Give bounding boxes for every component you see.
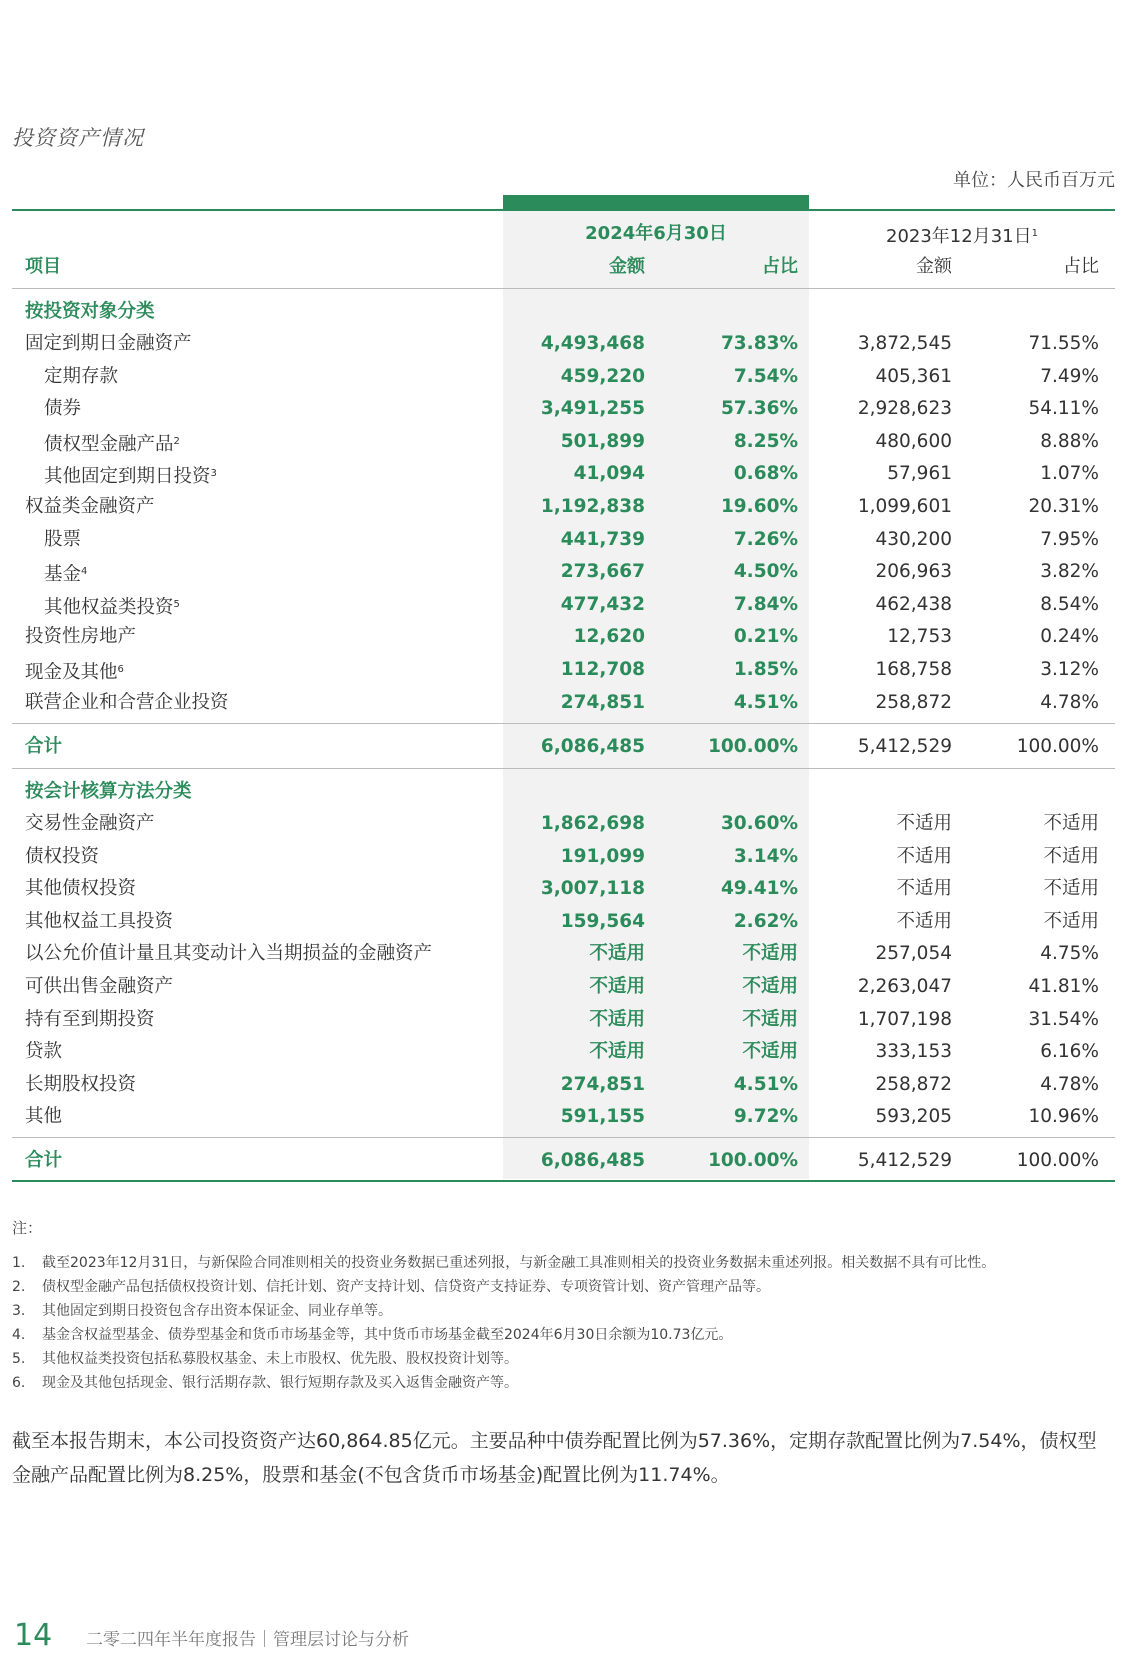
amount-2024: 不适用: [589, 943, 645, 965]
amount-2023: 168,758: [875, 659, 952, 680]
row-label: 投资性房地产: [25, 626, 137, 648]
col-amount-current-header: 金额: [609, 256, 645, 277]
amount-2023: 257,054: [875, 943, 952, 965]
col-ratio-current-header: 占比: [762, 256, 798, 277]
ratio-2024: 7.54%: [733, 365, 798, 387]
amount-2023: 3,872,545: [857, 333, 952, 354]
note-text: 债权型金融产品包括债权投资计划、信托计划、资产支持计划、信贷资产支持证券、专项资管计划、资产管理产品等。: [42, 1279, 770, 1295]
amount-2023: 405,361: [875, 365, 952, 387]
ratio-2023: 4.75%: [1040, 943, 1099, 965]
ratio-2024: 不适用: [742, 976, 798, 997]
ratio-2024: 3.14%: [733, 845, 798, 867]
table-row: [0, 458, 1125, 490]
total-ratio-2024: 100.00%: [708, 1150, 798, 1171]
ratio-2024: 不适用: [742, 1041, 798, 1063]
ratio-2024: 4.51%: [733, 691, 798, 713]
amount-2024: 不适用: [589, 976, 645, 997]
amount-2024: 274,851: [560, 1073, 645, 1095]
period-current: 2024年6月30日: [585, 223, 727, 244]
amount-2023: 333,153: [875, 1041, 952, 1063]
ratio-2023: 6.16%: [1040, 1041, 1099, 1063]
post-total-divider: [12, 768, 1115, 769]
amount-2023: 57,961: [887, 463, 952, 485]
amount-2024: 3,007,118: [540, 878, 645, 900]
row-label: 基金$^4$: [44, 564, 88, 586]
ratio-2024: 8.25%: [733, 430, 798, 452]
ratio-2023: 10.96%: [1028, 1106, 1099, 1128]
table-top-rule: [12, 209, 1115, 211]
amount-2023: 593,205: [875, 1106, 952, 1128]
row-label: 持有至到期投资: [25, 1008, 155, 1030]
amount-2024: 459,220: [560, 365, 645, 387]
ratio-2023: 3.82%: [1040, 561, 1099, 583]
amount-2024: 191,099: [560, 845, 645, 867]
table-row: [0, 491, 1125, 523]
ratio-2023: 7.49%: [1040, 365, 1099, 387]
note-text: 其他固定到期日投资包含存出资本保证金、同业存单等。: [42, 1303, 392, 1319]
row-label: 权益类金融资产: [25, 496, 155, 517]
table-row: [0, 361, 1125, 393]
notes-title: 注：: [12, 1219, 43, 1237]
table-row: [0, 841, 1125, 873]
ratio-2023: 20.31%: [1028, 496, 1099, 517]
ratio-2023: 54.11%: [1028, 398, 1099, 420]
current-period-accent-bar: [503, 195, 809, 209]
amount-2024: 1,192,838: [540, 496, 645, 517]
row-label: 可供出售金融资产: [25, 976, 174, 997]
header-divider: [12, 288, 1115, 289]
note-text: 截至2023年12月31日，与新保险合同准则相关的投资业务数据已重述列报，与新金融工具准则相关的投资业务数据未重述列报。相关数据不具有可比性。: [42, 1255, 996, 1271]
amount-2023: 1,707,198: [857, 1008, 952, 1030]
table-row: [0, 1036, 1125, 1068]
amount-2024: 12,620: [573, 626, 645, 648]
pre-total-divider: [12, 1137, 1115, 1138]
header-period-row: [0, 218, 1125, 250]
ratio-2024: 不适用: [742, 1008, 798, 1030]
amount-2023: 2,263,047: [857, 976, 952, 997]
ratio-2023: 不适用: [1043, 845, 1099, 867]
total-amount-2024: 6,086,485: [540, 736, 645, 757]
col-ratio-prior-header: 占比: [1063, 256, 1099, 277]
ratio-2024: 4.50%: [733, 561, 798, 583]
amount-2023: 12,753: [887, 626, 952, 648]
row-label: 固定到期日金融资产: [25, 333, 192, 354]
amount-2023: 258,872: [875, 1073, 952, 1095]
total-label: 合计: [25, 1150, 63, 1171]
row-label: 其他权益工具投资: [25, 910, 174, 932]
amount-2023: 1,099,601: [857, 496, 952, 517]
ratio-2024: 19.60%: [720, 496, 798, 517]
total-row: [0, 731, 1125, 763]
ratio-2024: 0.21%: [733, 626, 798, 648]
total-amount-2023: 5,412,529: [857, 736, 952, 757]
amount-2023: 不适用: [896, 845, 952, 867]
note-text: 其他权益类投资包括私募股权基金、未上市股权、优先股、股权投资计划等。: [42, 1351, 518, 1367]
amount-2024: 273,667: [560, 561, 645, 583]
table-row: [0, 426, 1125, 458]
row-label: 债权投资: [25, 845, 100, 867]
table-row: [0, 589, 1125, 621]
ratio-2023: 8.88%: [1040, 430, 1099, 452]
note-text: 现金及其他包括现金、银行活期存款、银行短期存款及买入返售金融资产等。: [42, 1375, 518, 1391]
row-label: 以公允价值计量且其变动计入当期损益的金融资产: [25, 943, 433, 965]
amount-2024: 3,491,255: [540, 398, 645, 420]
note-number: 6.: [12, 1375, 26, 1391]
amount-2024: 441,739: [560, 528, 645, 550]
amount-2023: 430,200: [875, 528, 952, 550]
ratio-2024: 73.83%: [720, 333, 798, 354]
table-row: [0, 808, 1125, 840]
section-title-row: [0, 296, 1125, 328]
row-label: 贷款: [25, 1041, 63, 1063]
row-label: 现金及其他$^6$: [25, 662, 124, 683]
ratio-2024: 49.41%: [720, 878, 798, 900]
header-label-row: [0, 251, 1125, 283]
total-ratio-2024: 100.00%: [708, 736, 798, 757]
amount-2024: 591,155: [560, 1106, 645, 1128]
page-number: 14: [14, 1618, 53, 1653]
ratio-2023: 41.81%: [1028, 976, 1099, 997]
ratio-2023: 71.55%: [1028, 333, 1099, 354]
amount-2023: 206,963: [875, 561, 952, 583]
row-label: 交易性金融资产: [25, 813, 155, 834]
amount-2024: 501,899: [560, 430, 645, 452]
table-row: [0, 393, 1125, 425]
note-number: 4.: [12, 1327, 26, 1343]
total-label: 合计: [25, 736, 63, 757]
total-ratio-2023: 100.00%: [1016, 736, 1099, 757]
amount-2024: 不适用: [589, 1008, 645, 1030]
ratio-2024: 不适用: [742, 943, 798, 965]
ratio-2024: 7.26%: [733, 528, 798, 550]
amount-2024: 274,851: [560, 691, 645, 713]
note-number: 3.: [12, 1303, 26, 1319]
total-ratio-2023: 100.00%: [1016, 1150, 1099, 1171]
amount-2024: 4,493,468: [540, 333, 645, 354]
note-item: [12, 1300, 392, 1320]
ratio-2024: 57.36%: [720, 398, 798, 420]
section-title-row: [0, 776, 1125, 808]
ratio-2023: 8.54%: [1040, 593, 1099, 615]
ratio-2024: 1.85%: [733, 659, 798, 680]
ratio-2023: 不适用: [1043, 878, 1099, 900]
note-item: [12, 1252, 995, 1272]
unit-label: 单位：人民币百万元: [953, 170, 1115, 191]
summary-paragraph: 截至本报告期末，本公司投资资产达60,864.85亿元。主要品种中债券配置比例为57.36%，定期存款配置比例为7.54%，债权型金融产品配置比例为8.25%，股票和基金(不包含货币市场基金)配置比例为11.74%。: [12, 1430, 1097, 1486]
ratio-2024: 2.62%: [733, 910, 798, 932]
period-prior: 2023年12月31日$^1$: [886, 226, 1038, 247]
amount-2024: 不适用: [589, 1041, 645, 1063]
ratio-2023: 7.95%: [1040, 528, 1099, 550]
col-amount-prior-header: 金额: [916, 256, 952, 277]
row-label: 债券: [44, 398, 82, 420]
row-label: 其他债权投资: [25, 878, 137, 900]
ratio-2024: 9.72%: [733, 1106, 798, 1128]
amount-2024: 112,708: [560, 659, 645, 680]
note-item: [12, 1324, 732, 1344]
table-row: [0, 524, 1125, 556]
note-number: 5.: [12, 1351, 26, 1367]
table-bottom-rule: [12, 1180, 1115, 1182]
table-row: [0, 687, 1125, 719]
amount-2024: 41,094: [573, 463, 645, 485]
amount-2023: 不适用: [896, 878, 952, 900]
row-label: 其他权益类投资$^5$: [44, 596, 180, 618]
ratio-2023: 4.78%: [1040, 691, 1099, 713]
table-row: [0, 1101, 1125, 1133]
ratio-2024: 7.84%: [733, 593, 798, 615]
section-by-object-title: 按投资对象分类: [25, 301, 155, 322]
table-row: [0, 938, 1125, 970]
amount-2023: 462,438: [875, 593, 952, 615]
table-row: [0, 906, 1125, 938]
footer-text: 二零二四年半年度报告｜管理层讨论与分析: [86, 1630, 409, 1650]
amount-2024: 159,564: [560, 910, 645, 932]
amount-2023: 不适用: [896, 910, 952, 932]
ratio-2023: 1.07%: [1040, 463, 1099, 485]
ratio-2023: 3.12%: [1040, 659, 1099, 680]
col-item-header: 项目: [25, 256, 61, 277]
note-item: [12, 1276, 770, 1296]
table-row: [0, 1069, 1125, 1101]
row-label: 债权型金融产品$^2$: [44, 433, 180, 455]
note-text: 基金含权益型基金、债券型基金和货币市场基金等，其中货币市场基金截至2024年6月30日余额为10.73亿元。: [42, 1327, 733, 1343]
ratio-2023: 不适用: [1043, 813, 1099, 834]
pre-total-divider: [12, 723, 1115, 724]
ratio-2023: 不适用: [1043, 910, 1099, 932]
row-label: 股票: [44, 528, 82, 550]
note-number: 1.: [12, 1255, 26, 1271]
table-row: [0, 328, 1125, 360]
ratio-2024: 0.68%: [733, 463, 798, 485]
amount-2023: 不适用: [896, 813, 952, 834]
note-item: [12, 1348, 518, 1368]
total-amount-2024: 6,086,485: [540, 1150, 645, 1171]
note-item: [12, 1372, 518, 1392]
section-title: 投资资产情况: [12, 126, 144, 150]
row-label: 其他固定到期日投资$^3$: [44, 466, 217, 488]
table-row: [0, 971, 1125, 1003]
total-row: [0, 1145, 1125, 1177]
amount-2023: 2,928,623: [857, 398, 952, 420]
table-row: [0, 556, 1125, 588]
ratio-2024: 30.60%: [720, 813, 798, 834]
amount-2024: 477,432: [560, 593, 645, 615]
ratio-2024: 4.51%: [733, 1073, 798, 1095]
row-label: 联营企业和合营企业投资: [25, 691, 229, 713]
table-row: [0, 873, 1125, 905]
row-label: 长期股权投资: [25, 1073, 137, 1095]
section-by-method-title: 按会计核算方法分类: [25, 781, 192, 802]
total-amount-2023: 5,412,529: [857, 1150, 952, 1171]
ratio-2023: 0.24%: [1040, 626, 1099, 648]
note-number: 2.: [12, 1279, 26, 1295]
ratio-2023: 31.54%: [1028, 1008, 1099, 1030]
amount-2024: 1,862,698: [540, 813, 645, 834]
ratio-2023: 4.78%: [1040, 1073, 1099, 1095]
table-row: [0, 1004, 1125, 1036]
row-label: 其他: [25, 1106, 63, 1128]
table-row: [0, 621, 1125, 653]
amount-2023: 480,600: [875, 430, 952, 452]
table-row: [0, 654, 1125, 686]
amount-2023: 258,872: [875, 691, 952, 713]
row-label: 定期存款: [44, 365, 119, 387]
